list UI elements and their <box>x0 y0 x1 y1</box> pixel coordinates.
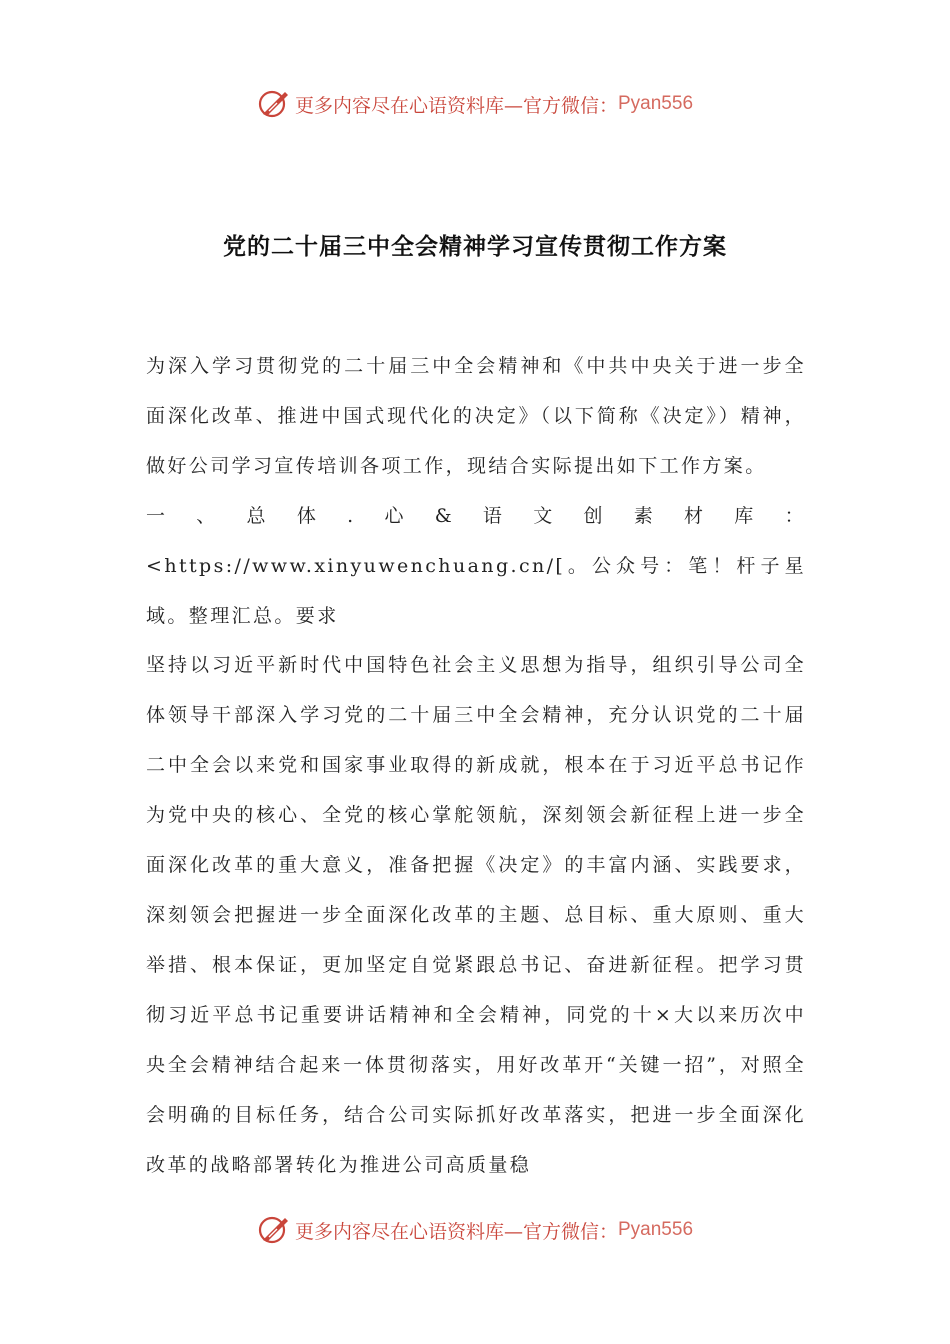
document-body <box>146 342 806 1190</box>
banner-wechat-id: Pyan556 <box>618 1219 694 1240</box>
paragraph-body: 坚持以习近平新时代中国特色社会主义思想为指导，组织引导公司全体领导干部深入学习党的二十届三中全会精神，充分认识党的二十届二中全会以来党和国家事业取得的新成就，根本在于习近平总书记作为党中央的核心、全党的核心掌舵领航，深刻领会新征程上进一步全面深化改革的重大意义，准备把握《决定》的丰富内涵、实践要求，深刻领会把握进一步全面深化改革的主题、总目标、重大原则、重大举措、根本保证，更加坚定自觉紧跟总书记、奋进新征程。把学习贯彻习近平总书记重要讲话精神和全会精神，同党的十×大以来历次中央全会精神结合起来一体贯彻落实，用好改革开“关键一招”，对照全会明确的目标任务，结合公司实际抓好改革落实，把进一步全面深化改革的战略部署转化为推进公司高质量稳 <box>146 654 806 1176</box>
banner-text: 更多内容尽在心语资料库—官方微信： <box>294 1220 618 1243</box>
paragraph-section-heading: 一、总体.心&语文创素材库：<https://www.xinyuwenchuang.cn/[。公众号：笔！杆子星域。整理汇总。要求 <box>146 504 806 627</box>
document-title: 党的二十届三中全会精神学习宣传贯彻工作方案 <box>223 234 727 260</box>
banner-text: 更多内容尽在心语资料库—官方微信： <box>294 94 618 117</box>
banner-wechat-id: Pyan556 <box>618 93 694 114</box>
header-banner <box>0 84 950 124</box>
quill-pen-logo-icon <box>257 87 291 121</box>
paragraph-intro: 为深入学习贯彻党的二十届三中全会精神和《中共中央关于进一步全面深化改革、推进中国式现代化的决定》（以下简称《决定》）精神，做好公司学习宣传培训各项工作，现结合实际提出如下工作方案。 <box>146 355 806 477</box>
quill-pen-logo-icon <box>257 1213 291 1247</box>
footer-banner <box>0 1210 950 1250</box>
